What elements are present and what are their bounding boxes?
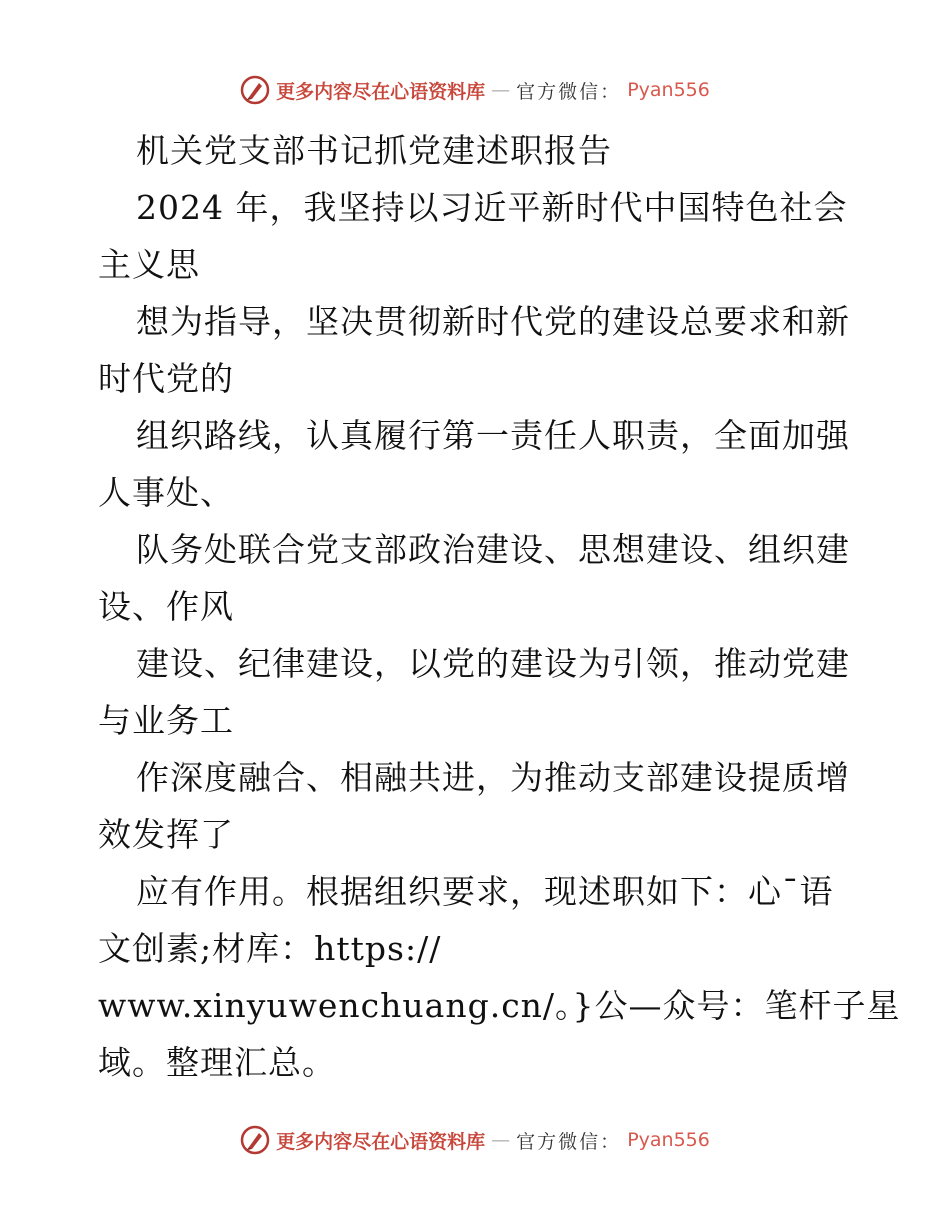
banner-title: 更多内容尽在心语资料库 [276, 80, 486, 103]
header-banner [0, 70, 950, 110]
text-line: 2024 年，我坚持以习近平新时代中国特色社会 [136, 188, 848, 227]
text-line: www.xinyuwenchuang.cn/。}公—众号：笔杆子星 [98, 986, 901, 1025]
text-line: 人事处、 [98, 473, 234, 512]
text-line: 与业务工 [98, 701, 234, 740]
text-line: 设、作风 [98, 587, 234, 626]
banner-wechat-id: Pyan556 [627, 1129, 710, 1151]
text-line: 应有作用。根据组织要求，现述职如下：心¯语 [136, 872, 834, 911]
document-title: 机关党支部书记抓党建述职报告 [136, 131, 612, 170]
text-line: 组织路线，认真履行第一责任人职责，全面加强 [136, 416, 850, 455]
text-line: 文创素;材库：https:// [98, 929, 442, 968]
text-line: 作深度融合、相融共进，为推动支部建设提质增 [136, 758, 850, 797]
text-line: 域。整理汇总。 [98, 1043, 336, 1082]
banner-official-label: 官方微信： [516, 1130, 622, 1153]
banner-official-label: 官方微信： [516, 80, 622, 103]
fountain-pen-logo-icon [240, 75, 270, 105]
banner-title: 更多内容尽在心语资料库 [276, 1130, 486, 1153]
text-line: 主义思 [98, 245, 200, 284]
document-body [98, 122, 901, 1091]
fountain-pen-logo-icon [240, 1125, 270, 1155]
banner-dash: — [491, 79, 511, 101]
banner-dash: — [491, 1129, 511, 1151]
footer-banner [0, 1120, 950, 1160]
text-line: 效发挥了 [98, 815, 234, 854]
text-line: 队务处联合党支部政治建设、思想建设、组织建 [136, 530, 850, 569]
text-line: 建设、纪律建设，以党的建设为引领，推动党建 [136, 644, 850, 683]
text-line: 想为指导，坚决贯彻新时代党的建设总要求和新 [136, 302, 850, 341]
banner-wechat-id: Pyan556 [627, 79, 710, 101]
text-line: 时代党的 [98, 359, 234, 398]
